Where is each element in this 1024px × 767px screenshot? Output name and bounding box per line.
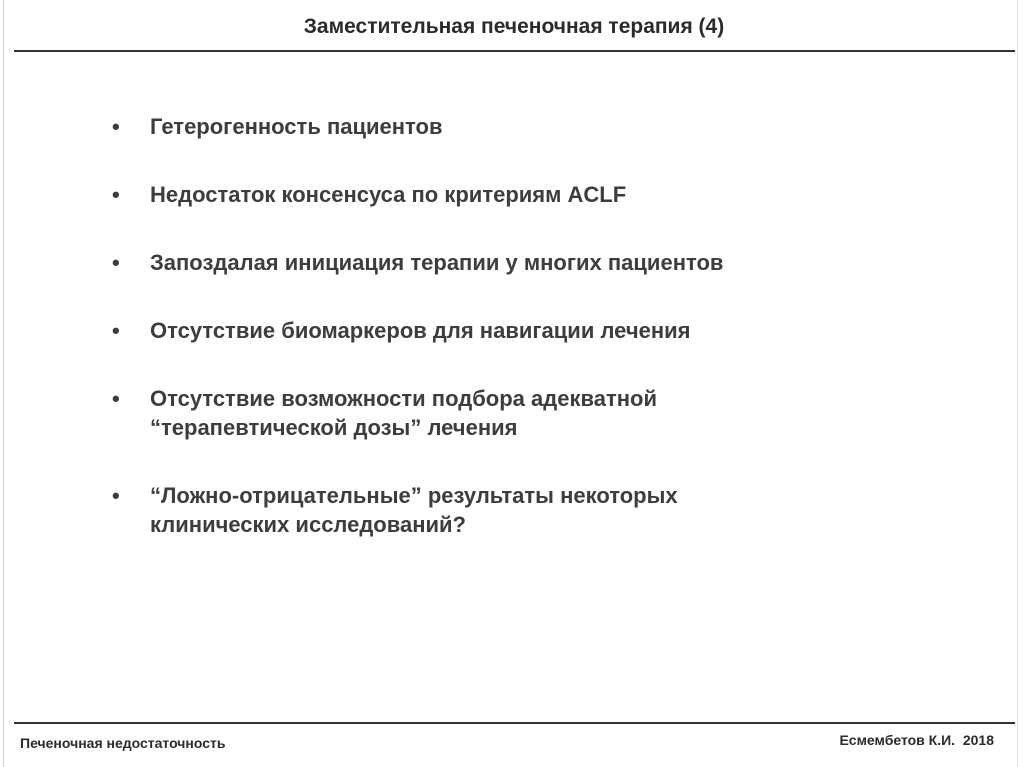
bullet-line: Гетерогенность пациентов: [150, 114, 443, 139]
bullet-line: “терапевтической дозы” лечения: [150, 415, 518, 440]
bullet-line: Недостаток консенсуса по критериям ACLF: [150, 182, 627, 207]
bullet-item: [112, 180, 972, 209]
bullet-text: [150, 384, 972, 442]
bullet-dot-icon: •: [112, 318, 120, 343]
bullet-item: [112, 481, 972, 539]
bullet-line: Отсутствие биомаркеров для навигации лечения: [150, 318, 691, 343]
footer-topic: Печеночная недостаточность: [20, 735, 226, 751]
bullet-item: [112, 248, 972, 277]
footer-divider: [14, 722, 1015, 724]
bullet-list: [112, 112, 972, 578]
footer-author: Есмембетов К.И.: [839, 732, 956, 748]
bullet-text: [150, 112, 972, 141]
bullet-dot-icon: •: [112, 182, 120, 207]
slide-border-right: [1017, 0, 1018, 767]
bullet-text: [150, 248, 972, 277]
slide-title: Заместительная печеночная терапия (4): [303, 15, 725, 38]
bullet-line: Запоздалая инициация терапии у многих пациентов: [150, 250, 724, 275]
bullet-text: [150, 316, 972, 345]
bullet-line: Отсутствие возможности подбора адекватной: [150, 386, 657, 411]
footer-credit: [839, 730, 994, 750]
bullet-line: “Ложно-отрицательные” результаты некоторых: [150, 483, 678, 508]
bullet-item: [112, 316, 972, 345]
bullet-dot-icon: •: [112, 250, 120, 275]
bullet-dot-icon: •: [112, 114, 120, 139]
bullet-text: [150, 481, 972, 539]
bullet-text: [150, 180, 972, 209]
bullet-item: [112, 384, 972, 442]
bullet-line: клинических исследований?: [150, 512, 466, 537]
footer-year: 2018: [962, 732, 994, 748]
title-divider: [14, 50, 1015, 52]
bullet-dot-icon: •: [112, 483, 120, 508]
slide-border-left: [3, 0, 4, 767]
bullet-dot-icon: •: [112, 386, 120, 411]
bullet-item: [112, 112, 972, 141]
